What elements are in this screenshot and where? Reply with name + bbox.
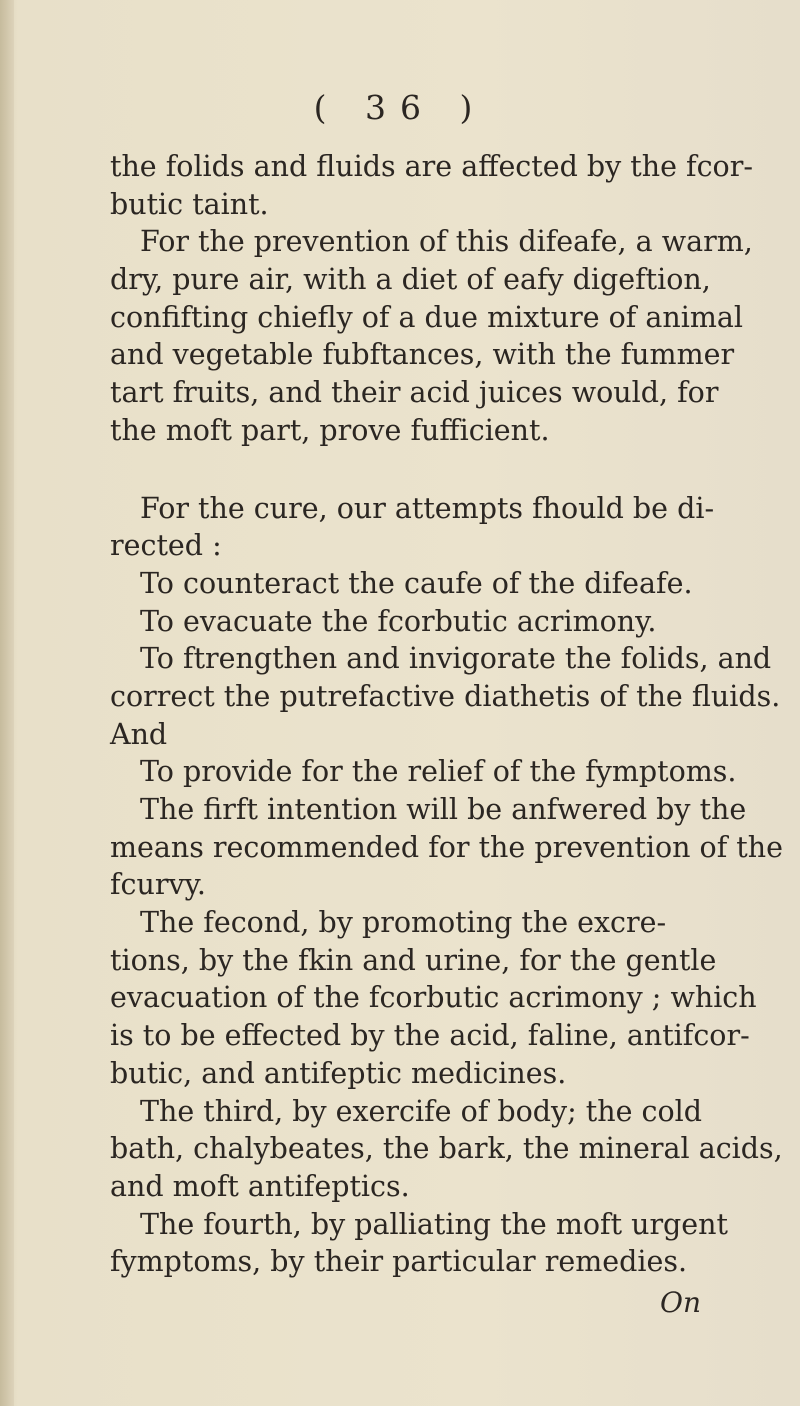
- text-line: The third, by exercife of body; the cold: [140, 1094, 702, 1128]
- text-line: tions, by the fkin and urine, for the gentle: [110, 943, 717, 977]
- text-line: dry, pure air, with a diet of eafy digeftion,: [110, 263, 711, 297]
- text-line: fcurvy.: [110, 868, 206, 902]
- text-line: rected :: [110, 529, 222, 563]
- text-line: is to be effected by the acid, faline, antifcor-: [110, 1019, 750, 1053]
- text-line: And: [110, 717, 168, 751]
- catchword: On: [660, 1286, 701, 1319]
- text-line: and moft antifeptics.: [110, 1169, 410, 1203]
- text-line: evacuation of the fcorbutic acrimony ; which: [110, 981, 757, 1015]
- text-line: The fourth, by palliating the moft urgent: [140, 1207, 728, 1241]
- text-line: tart fruits, and their acid juices would, for: [110, 376, 719, 410]
- text-line: For the cure, our attempts fhould be di-: [140, 491, 715, 525]
- text-line: The firft intention will be anfwered by the: [140, 793, 747, 826]
- page-edge: [0, 0, 14, 1406]
- text-line: butic taint.: [110, 187, 269, 221]
- text-line: fymptoms, by their particular remedies.: [110, 1245, 687, 1279]
- text-line: the folids and fluids are affected by the fcor-: [110, 150, 753, 183]
- text-line: and vegetable fubftances, with the fummer: [110, 338, 735, 372]
- body-text: [110, 148, 783, 1281]
- text-line: For the prevention of this difeafe, a warm,: [140, 225, 753, 259]
- text-line: correct the putrefactive diathetis of the fluids.: [110, 679, 781, 713]
- text-line: To provide for the relief of the fymptoms.: [140, 755, 737, 789]
- text-line: bath, chalybeates, the bark, the mineral acids,: [110, 1132, 783, 1166]
- text-line: To ftrengthen and invigorate the folids, and: [140, 642, 772, 676]
- text-line: butic, and antifeptic medicines.: [110, 1056, 567, 1090]
- text-line: the moft part, prove fufficient.: [110, 413, 550, 447]
- text-line: confifting chiefly of a due mixture of animal: [110, 300, 743, 334]
- text-line: The fecond, by promoting the excre-: [140, 906, 667, 940]
- text-line: To counteract the caufe of the difeafe.: [140, 566, 693, 600]
- text-line: means recommended for the prevention of the: [110, 830, 783, 864]
- paragraph-gap: [110, 450, 770, 490]
- page-number: ( 36 ): [313, 88, 487, 127]
- text-line: To evacuate the fcorbutic acrimony.: [140, 604, 657, 638]
